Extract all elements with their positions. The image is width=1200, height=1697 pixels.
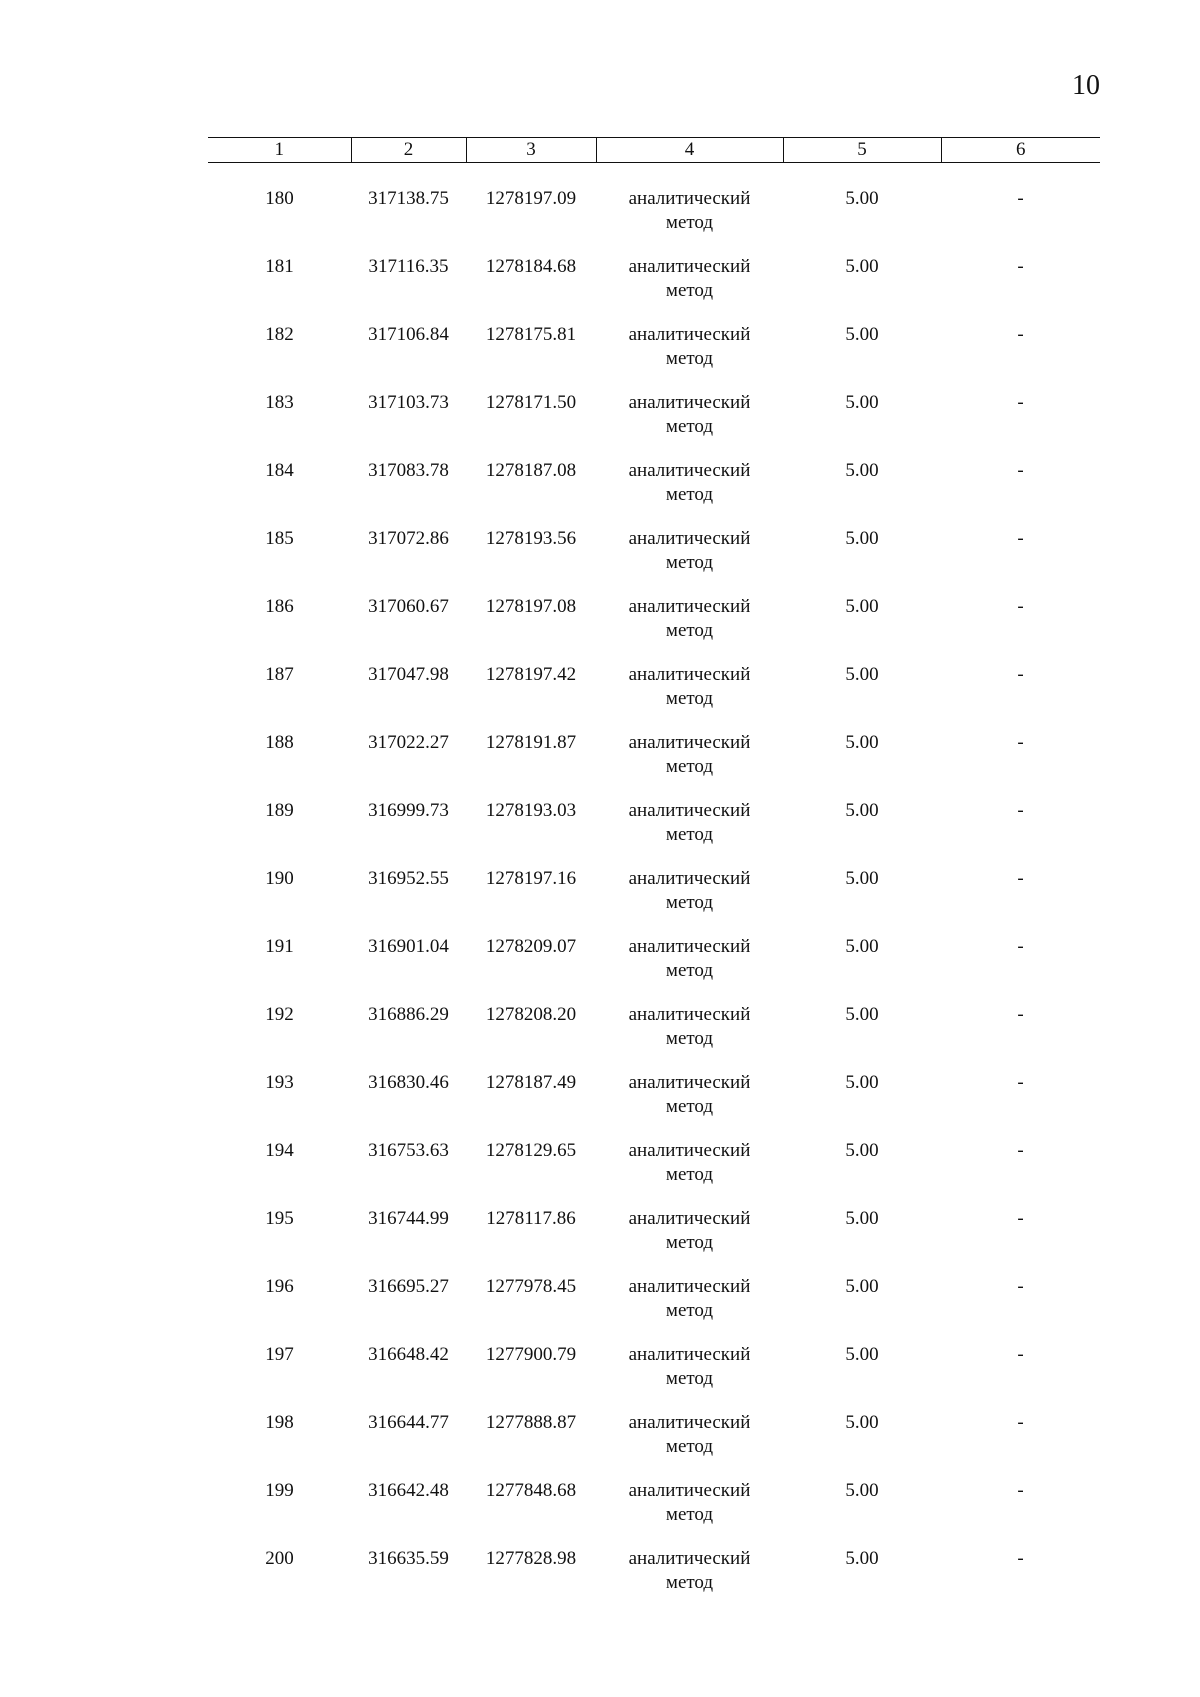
table-row bbox=[208, 1003, 1100, 1071]
y-coordinate-cell: 1278193.56 bbox=[485, 528, 577, 549]
method-cell bbox=[596, 1207, 783, 1275]
method-cell bbox=[596, 459, 783, 527]
method-line-1: аналитический bbox=[628, 732, 751, 753]
y-coordinate-cell: 1278175.81 bbox=[485, 324, 577, 345]
table-row bbox=[208, 391, 1100, 459]
note-cell: - bbox=[1017, 1480, 1024, 1501]
y-coordinate-cell: 1278191.87 bbox=[485, 732, 577, 753]
table-row bbox=[208, 1411, 1100, 1479]
method-line-2: метод bbox=[665, 1572, 714, 1593]
point-number-cell: 189 bbox=[265, 800, 294, 821]
table-row bbox=[208, 323, 1100, 391]
method-cell bbox=[596, 391, 783, 459]
note-cell: - bbox=[1017, 1140, 1024, 1161]
method-line-1: аналитический bbox=[628, 664, 751, 685]
point-number-cell: 182 bbox=[265, 324, 294, 345]
accuracy-cell: 5.00 bbox=[845, 324, 879, 345]
method-line-2: метод bbox=[665, 416, 714, 437]
point-number-cell: 180 bbox=[265, 188, 294, 209]
method-line-2: метод bbox=[665, 960, 714, 981]
page-number: 10 bbox=[1072, 70, 1100, 101]
table-row bbox=[208, 1071, 1100, 1139]
method-cell bbox=[596, 1139, 783, 1207]
column-header-4: 4 bbox=[596, 138, 783, 163]
accuracy-cell: 5.00 bbox=[845, 1208, 879, 1229]
x-coordinate-cell: 317083.78 bbox=[368, 460, 449, 481]
point-number-cell: 186 bbox=[265, 596, 294, 617]
point-number-cell: 198 bbox=[265, 1412, 294, 1433]
point-number-cell: 196 bbox=[265, 1276, 294, 1297]
y-coordinate-cell: 1277828.98 bbox=[485, 1548, 577, 1569]
point-number-cell: 197 bbox=[265, 1344, 294, 1365]
accuracy-cell: 5.00 bbox=[845, 528, 879, 549]
point-number-cell: 194 bbox=[265, 1140, 294, 1161]
coordinates-table bbox=[208, 137, 1100, 1615]
x-coordinate-cell: 316886.29 bbox=[368, 1004, 449, 1025]
method-cell bbox=[596, 1479, 783, 1547]
y-coordinate-cell: 1278171.50 bbox=[485, 392, 577, 413]
method-line-1: аналитический bbox=[628, 256, 751, 277]
x-coordinate-cell: 317022.27 bbox=[368, 732, 449, 753]
method-line-1: аналитический bbox=[628, 1548, 751, 1569]
table-row bbox=[208, 163, 1100, 256]
method-line-2: метод bbox=[665, 620, 714, 641]
table-row bbox=[208, 255, 1100, 323]
column-header-6: 6 bbox=[941, 138, 1100, 163]
point-number-cell: 183 bbox=[265, 392, 294, 413]
point-number-cell: 199 bbox=[265, 1480, 294, 1501]
method-line-1: аналитический bbox=[628, 188, 751, 209]
point-number-cell: 185 bbox=[265, 528, 294, 549]
point-number-cell: 195 bbox=[265, 1208, 294, 1229]
x-coordinate-cell: 316695.27 bbox=[368, 1276, 449, 1297]
x-coordinate-cell: 316999.73 bbox=[368, 800, 449, 821]
method-line-2: метод bbox=[665, 824, 714, 845]
point-number-cell: 193 bbox=[265, 1072, 294, 1093]
method-line-2: метод bbox=[665, 1504, 714, 1525]
method-line-2: метод bbox=[665, 1436, 714, 1457]
header-row bbox=[208, 138, 1100, 163]
note-cell: - bbox=[1017, 1548, 1024, 1569]
y-coordinate-cell: 1278129.65 bbox=[485, 1140, 577, 1161]
x-coordinate-cell: 317138.75 bbox=[368, 188, 449, 209]
table-row bbox=[208, 1207, 1100, 1275]
method-cell bbox=[596, 867, 783, 935]
column-header-1: 1 bbox=[208, 138, 351, 163]
method-line-1: аналитический bbox=[628, 868, 751, 889]
x-coordinate-cell: 316753.63 bbox=[368, 1140, 449, 1161]
x-coordinate-cell: 317106.84 bbox=[368, 324, 449, 345]
method-line-2: метод bbox=[665, 552, 714, 573]
x-coordinate-cell: 317047.98 bbox=[368, 664, 449, 685]
x-coordinate-cell: 316830.46 bbox=[368, 1072, 449, 1093]
x-coordinate-cell: 317103.73 bbox=[368, 392, 449, 413]
accuracy-cell: 5.00 bbox=[845, 1072, 879, 1093]
y-coordinate-cell: 1278209.07 bbox=[485, 936, 577, 957]
method-line-1: аналитический bbox=[628, 1208, 751, 1229]
method-line-1: аналитический bbox=[628, 528, 751, 549]
note-cell: - bbox=[1017, 1072, 1024, 1093]
method-cell bbox=[596, 731, 783, 799]
method-line-2: метод bbox=[665, 892, 714, 913]
point-number-cell: 187 bbox=[265, 664, 294, 685]
method-line-2: метод bbox=[665, 1300, 714, 1321]
accuracy-cell: 5.00 bbox=[845, 1140, 879, 1161]
note-cell: - bbox=[1017, 188, 1024, 209]
y-coordinate-cell: 1277888.87 bbox=[485, 1412, 577, 1433]
point-number-cell: 184 bbox=[265, 460, 294, 481]
accuracy-cell: 5.00 bbox=[845, 1548, 879, 1569]
table-row bbox=[208, 1547, 1100, 1615]
y-coordinate-cell: 1278197.08 bbox=[485, 596, 577, 617]
method-line-2: метод bbox=[665, 1232, 714, 1253]
x-coordinate-cell: 316635.59 bbox=[368, 1548, 449, 1569]
method-line-1: аналитический bbox=[628, 1140, 751, 1161]
y-coordinate-cell: 1278187.49 bbox=[485, 1072, 577, 1093]
table-row bbox=[208, 867, 1100, 935]
accuracy-cell: 5.00 bbox=[845, 1004, 879, 1025]
point-number-cell: 188 bbox=[265, 732, 294, 753]
table-row bbox=[208, 1343, 1100, 1411]
method-line-2: метод bbox=[665, 688, 714, 709]
point-number-cell: 191 bbox=[265, 936, 294, 957]
y-coordinate-cell: 1278187.08 bbox=[485, 460, 577, 481]
y-coordinate-cell: 1277848.68 bbox=[485, 1480, 577, 1501]
method-line-1: аналитический bbox=[628, 1412, 751, 1433]
method-line-2: метод bbox=[665, 280, 714, 301]
accuracy-cell: 5.00 bbox=[845, 1480, 879, 1501]
method-cell bbox=[596, 1411, 783, 1479]
note-cell: - bbox=[1017, 392, 1024, 413]
accuracy-cell: 5.00 bbox=[845, 392, 879, 413]
accuracy-cell: 5.00 bbox=[845, 868, 879, 889]
column-header-2: 2 bbox=[351, 138, 466, 163]
note-cell: - bbox=[1017, 460, 1024, 481]
note-cell: - bbox=[1017, 1276, 1024, 1297]
method-cell bbox=[596, 1003, 783, 1071]
table-row bbox=[208, 1275, 1100, 1343]
accuracy-cell: 5.00 bbox=[845, 596, 879, 617]
method-line-1: аналитический bbox=[628, 1276, 751, 1297]
method-line-2: метод bbox=[665, 484, 714, 505]
table-row bbox=[208, 731, 1100, 799]
accuracy-cell: 5.00 bbox=[845, 1412, 879, 1433]
note-cell: - bbox=[1017, 1004, 1024, 1025]
accuracy-cell: 5.00 bbox=[845, 936, 879, 957]
column-header-3: 3 bbox=[466, 138, 596, 163]
table-row bbox=[208, 663, 1100, 731]
x-coordinate-cell: 316644.77 bbox=[368, 1412, 449, 1433]
method-cell bbox=[596, 323, 783, 391]
method-cell bbox=[596, 1343, 783, 1411]
note-cell: - bbox=[1017, 256, 1024, 277]
method-line-1: аналитический bbox=[628, 1480, 751, 1501]
accuracy-cell: 5.00 bbox=[845, 1276, 879, 1297]
y-coordinate-cell: 1278184.68 bbox=[485, 256, 577, 277]
method-line-2: метод bbox=[665, 756, 714, 777]
y-coordinate-cell: 1278197.16 bbox=[485, 868, 577, 889]
accuracy-cell: 5.00 bbox=[845, 188, 879, 209]
point-number-cell: 192 bbox=[265, 1004, 294, 1025]
table-row bbox=[208, 1139, 1100, 1207]
note-cell: - bbox=[1017, 528, 1024, 549]
table-row bbox=[208, 1479, 1100, 1547]
y-coordinate-cell: 1277978.45 bbox=[485, 1276, 577, 1297]
y-coordinate-cell: 1278208.20 bbox=[485, 1004, 577, 1025]
method-cell bbox=[596, 935, 783, 1003]
note-cell: - bbox=[1017, 800, 1024, 821]
x-coordinate-cell: 316744.99 bbox=[368, 1208, 449, 1229]
x-coordinate-cell: 316952.55 bbox=[368, 868, 449, 889]
x-coordinate-cell: 316648.42 bbox=[368, 1344, 449, 1365]
method-line-2: метод bbox=[665, 1028, 714, 1049]
method-cell bbox=[596, 1071, 783, 1139]
method-line-1: аналитический bbox=[628, 596, 751, 617]
method-line-2: метод bbox=[665, 1164, 714, 1185]
method-line-1: аналитический bbox=[628, 800, 751, 821]
x-coordinate-cell: 317060.67 bbox=[368, 596, 449, 617]
note-cell: - bbox=[1017, 324, 1024, 345]
accuracy-cell: 5.00 bbox=[845, 1344, 879, 1365]
note-cell: - bbox=[1017, 868, 1024, 889]
x-coordinate-cell: 317072.86 bbox=[368, 528, 449, 549]
note-cell: - bbox=[1017, 1412, 1024, 1433]
method-cell bbox=[596, 527, 783, 595]
method-line-1: аналитический bbox=[628, 1344, 751, 1365]
y-coordinate-cell: 1278197.42 bbox=[485, 664, 577, 685]
table-row bbox=[208, 459, 1100, 527]
accuracy-cell: 5.00 bbox=[845, 256, 879, 277]
x-coordinate-cell: 316901.04 bbox=[368, 936, 449, 957]
column-header-5: 5 bbox=[783, 138, 941, 163]
method-line-2: метод bbox=[665, 348, 714, 369]
method-cell bbox=[596, 663, 783, 731]
note-cell: - bbox=[1017, 664, 1024, 685]
point-number-cell: 190 bbox=[265, 868, 294, 889]
method-line-1: аналитический bbox=[628, 1072, 751, 1093]
method-line-1: аналитический bbox=[628, 460, 751, 481]
method-line-1: аналитический bbox=[628, 936, 751, 957]
method-line-1: аналитический bbox=[628, 324, 751, 345]
method-line-2: метод bbox=[665, 1368, 714, 1389]
method-cell bbox=[596, 1275, 783, 1343]
table-row bbox=[208, 935, 1100, 1003]
method-cell bbox=[596, 255, 783, 323]
point-number-cell: 200 bbox=[265, 1548, 294, 1569]
note-cell: - bbox=[1017, 1208, 1024, 1229]
accuracy-cell: 5.00 bbox=[845, 800, 879, 821]
accuracy-cell: 5.00 bbox=[845, 664, 879, 685]
method-line-2: метод bbox=[665, 1096, 714, 1117]
note-cell: - bbox=[1017, 596, 1024, 617]
y-coordinate-cell: 1278117.86 bbox=[486, 1208, 576, 1229]
x-coordinate-cell: 317116.35 bbox=[368, 256, 449, 277]
accuracy-cell: 5.00 bbox=[845, 732, 879, 753]
y-coordinate-cell: 1278193.03 bbox=[485, 800, 577, 821]
note-cell: - bbox=[1017, 936, 1024, 957]
table-row bbox=[208, 799, 1100, 867]
note-cell: - bbox=[1017, 732, 1024, 753]
method-cell bbox=[596, 595, 783, 663]
x-coordinate-cell: 316642.48 bbox=[368, 1480, 449, 1501]
method-cell bbox=[596, 163, 783, 256]
table-row bbox=[208, 527, 1100, 595]
point-number-cell: 181 bbox=[265, 256, 294, 277]
note-cell: - bbox=[1017, 1344, 1024, 1365]
y-coordinate-cell: 1277900.79 bbox=[485, 1344, 577, 1365]
y-coordinate-cell: 1278197.09 bbox=[485, 188, 577, 209]
method-line-2: метод bbox=[665, 212, 714, 233]
method-line-1: аналитический bbox=[628, 1004, 751, 1025]
accuracy-cell: 5.00 bbox=[845, 460, 879, 481]
method-line-1: аналитический bbox=[628, 392, 751, 413]
method-cell bbox=[596, 1547, 783, 1615]
table-row bbox=[208, 595, 1100, 663]
method-cell bbox=[596, 799, 783, 867]
